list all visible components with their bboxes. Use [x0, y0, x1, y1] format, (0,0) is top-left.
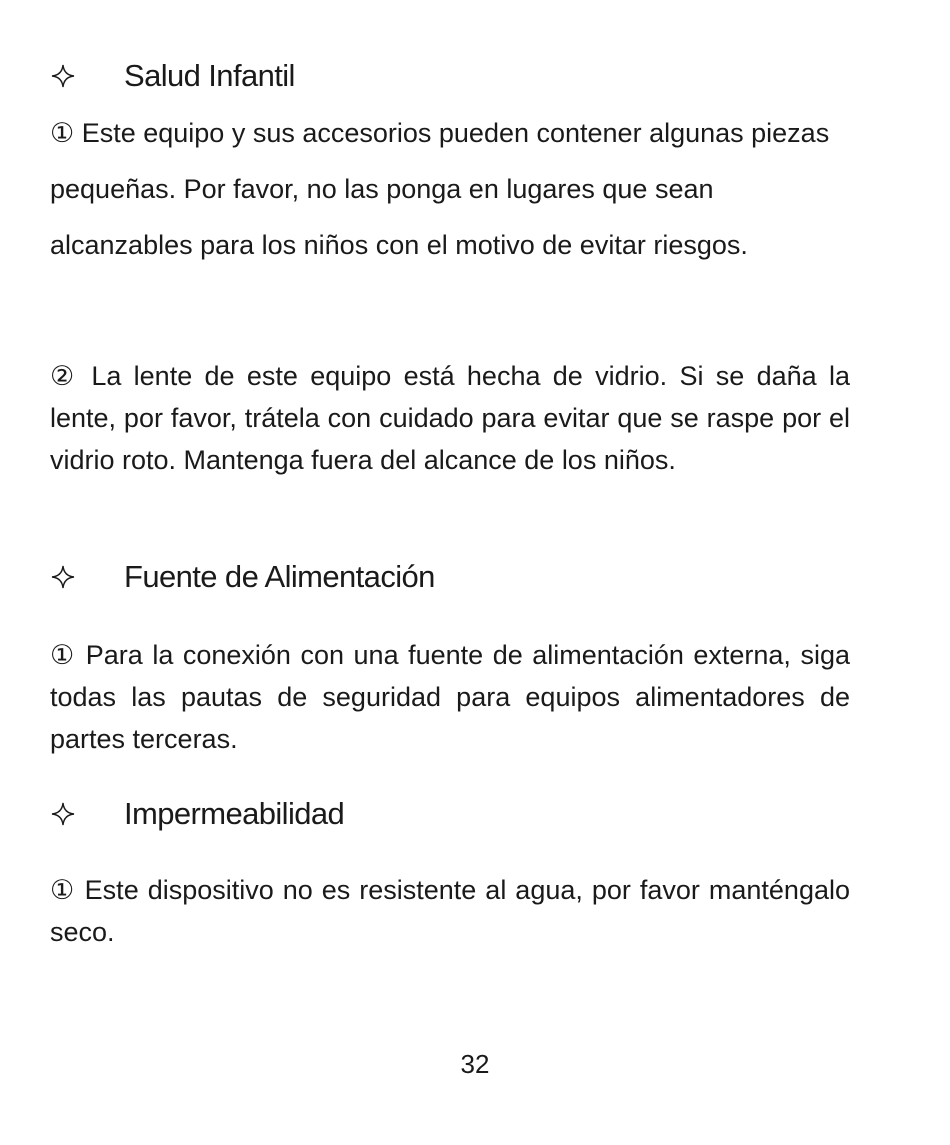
- section-title: Impermeabilidad: [124, 796, 345, 831]
- section-heading-fuente-alimentacion: [50, 559, 435, 595]
- section-heading-salud-infantil: [50, 58, 295, 94]
- paragraph-child-safety-1: ① Este equipo y sus accesorios pueden contener algunas piezas pequeñas. Por favor, no las ponga en lugares que sean alcanzables para los niños con el motivo de evitar riesgos.: [50, 118, 830, 260]
- four-point-star-icon: [50, 801, 76, 827]
- four-point-star-icon: [50, 564, 76, 590]
- page-number: 32: [460, 1049, 490, 1079]
- paragraph-power-supply-1: ① Para la conexión con una fuente de alimentación externa, siga todas las pautas de seguridad para equipos alimentadores de partes terceras.: [50, 640, 850, 754]
- section-title: Salud Infantil: [124, 58, 295, 93]
- four-point-star-icon: [50, 63, 76, 89]
- paragraph-child-safety-2: ② La lente de este equipo está hecha de vidrio. Si se daña la lente, por favor, trátela con cuidado para evitar que se raspe por el vidrio roto. Mantenga fuera del alcance de los niños.: [50, 361, 850, 475]
- paragraph-waterproofing-1: ① Este dispositivo no es resistente al agua, por favor manténgalo seco.: [50, 875, 850, 947]
- section-heading-impermeabilidad: [50, 796, 344, 832]
- section-title: Fuente de Alimentación: [124, 559, 435, 594]
